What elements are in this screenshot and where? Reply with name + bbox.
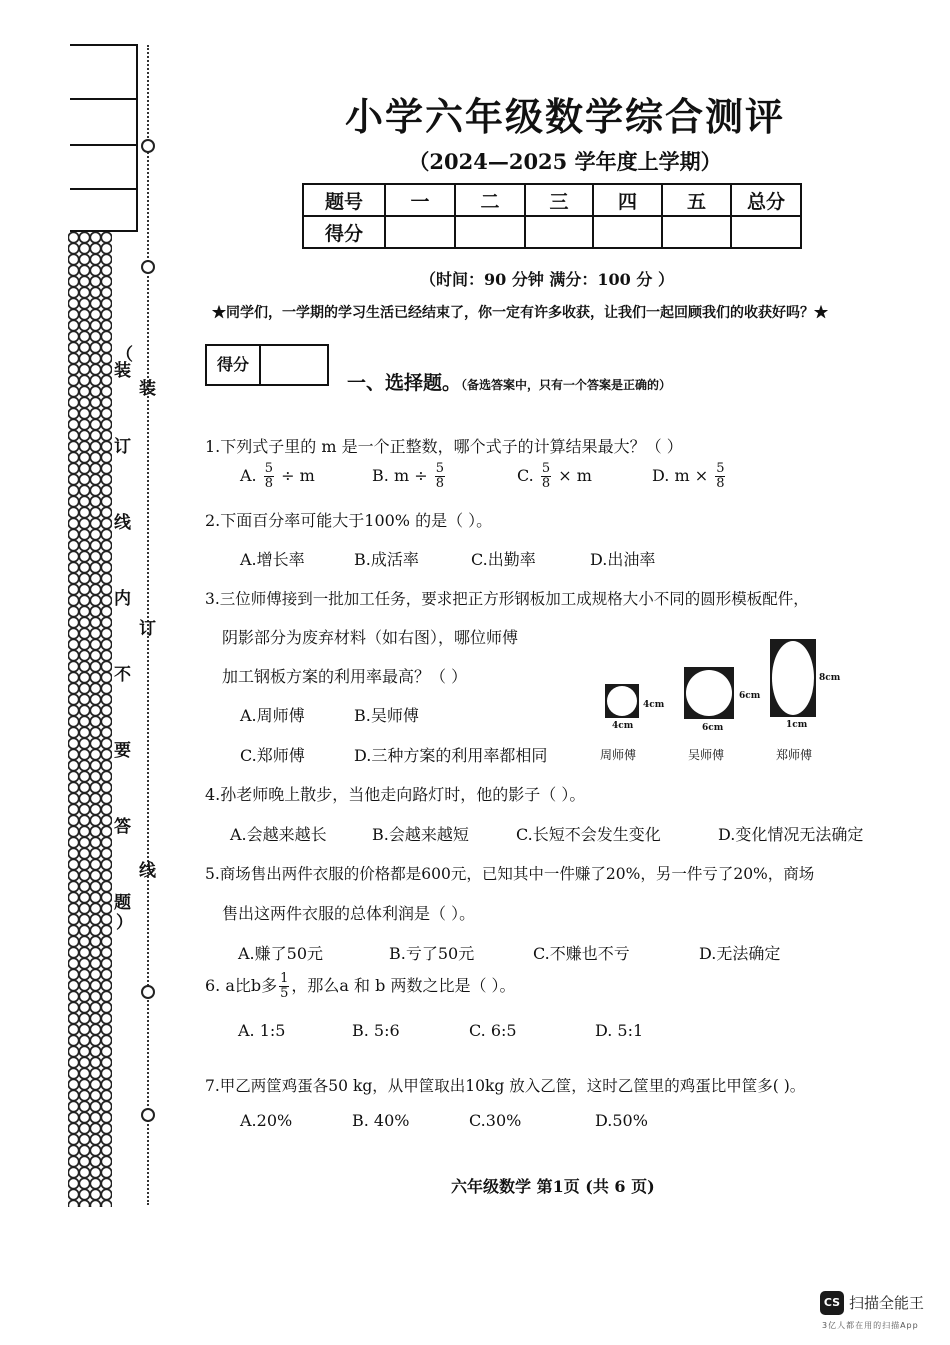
- option-expr: × m: [558, 466, 592, 485]
- question-5-line-1: 5.商场售出两件衣服的价格都是600元，已知其中一件赚了20%，另一件亏了20%，商场: [205, 865, 815, 883]
- score-table-label: 得分: [303, 216, 385, 248]
- q3-zhou-circle: [607, 686, 637, 716]
- q3-dim-label: 4cm: [643, 700, 665, 710]
- time-info: （时间：90 分钟 满分：100 分 ）: [420, 270, 674, 289]
- q7-option-b: B. 40%: [352, 1111, 410, 1130]
- fraction-num: 5: [264, 461, 274, 476]
- question-3-line-2: 阴影部分为废弃材料（如右图），哪位师傅: [222, 628, 519, 647]
- section-score-box: [205, 344, 329, 386]
- binding-circle-pattern: [68, 232, 112, 1207]
- q5-option-c: C.不赚也不亏: [533, 944, 630, 963]
- q6-head: 6. a比b多: [205, 976, 278, 995]
- fraction-num: 5: [716, 461, 725, 476]
- q3-option-a: A.周师傅: [240, 706, 305, 725]
- fraction: [279, 972, 289, 1001]
- binding-char: 答: [114, 817, 131, 837]
- name-box-4: [70, 188, 138, 232]
- camscanner-logo-icon: CS: [820, 1291, 844, 1315]
- score-table-col: 二: [455, 184, 525, 216]
- score-table-header-row: [303, 184, 801, 216]
- name-box-3: [70, 144, 138, 190]
- score-table-col: 三: [525, 184, 593, 216]
- score-table-col: 一: [385, 184, 455, 216]
- fraction-den: 8: [264, 476, 274, 491]
- q3-caption: 郑师傅: [776, 748, 813, 762]
- q3-caption: 吴师傅: [688, 748, 725, 762]
- binding-hole-icon: [141, 139, 155, 153]
- question-5-line-2: 售出这两件衣服的总体利润是（ ）。: [222, 904, 476, 923]
- q1-option-c: [517, 462, 592, 491]
- q4-option-b: B.会越来越短: [372, 825, 469, 844]
- score-table: [302, 183, 802, 249]
- binding-char: （: [116, 345, 133, 365]
- q3-option-d: D.三种方案的利用率都相同: [354, 746, 548, 765]
- question-7: 7.甲乙两筐鸡蛋各50 kg，从甲筐取出10kg 放入乙筐，这时乙筐里的鸡蛋比甲筐多( )。: [205, 1077, 806, 1095]
- score-cell[interactable]: [525, 216, 593, 248]
- q2-option-a: A.增长率: [240, 550, 305, 569]
- q1-option-d: [652, 462, 727, 491]
- binding-char: 线: [114, 513, 131, 533]
- binding-hole-icon: [141, 260, 155, 274]
- question-3-line-3: 加工钢板方案的利用率最高？（ ）: [222, 667, 468, 686]
- fraction: [264, 462, 274, 491]
- section-title: [347, 368, 671, 395]
- score-cell[interactable]: [731, 216, 801, 248]
- q6-option-a: A. 1:5: [238, 1021, 286, 1040]
- q6-tail: ，那么a 和 b 两数之比是（ ）。: [291, 976, 516, 995]
- q3-option-c: C.郑师傅: [240, 746, 305, 765]
- binding-char: 不: [114, 665, 131, 685]
- q3-caption: 周师傅: [600, 748, 637, 762]
- question-2: 2.下面百分率可能大于100% 的是（ ）。: [205, 511, 493, 530]
- q6-option-b: B. 5:6: [352, 1021, 400, 1040]
- fraction: [541, 462, 551, 491]
- q6-option-d: D. 5:1: [595, 1021, 644, 1040]
- score-table-col: 总分: [731, 184, 801, 216]
- q3-dim-label: 4cm: [612, 721, 634, 731]
- q6-option-c: C. 6:5: [469, 1021, 517, 1040]
- binding-char: 内: [114, 589, 131, 609]
- section-score-label: 得分: [207, 346, 261, 384]
- option-label: D.: [652, 466, 670, 485]
- fraction-num: 5: [541, 461, 551, 476]
- option-label: B.: [372, 466, 389, 485]
- q2-option-d: D.出油率: [590, 550, 656, 569]
- q3-dim-label: 6cm: [739, 691, 761, 701]
- option-expr: m ÷: [393, 466, 428, 485]
- q5-option-a: A.赚了50元: [238, 944, 324, 963]
- question-4: 4.孙老师晚上散步，当他走向路灯时，他的影子（ ）。: [205, 785, 586, 804]
- fraction: [715, 462, 725, 491]
- q3-wu-circle: [686, 670, 732, 716]
- binding-char: 装: [114, 361, 131, 381]
- q5-option-d: D.无法确定: [699, 944, 781, 963]
- score-table-score-row: [303, 216, 801, 248]
- notice-text: ★同学们，一学期的学习生活已经结束了，你一定有许多收获，让我们一起回顾我们的收获好吗？★: [212, 305, 828, 321]
- binding-char: 题: [114, 893, 131, 913]
- fraction-den: 8: [435, 476, 444, 491]
- fraction-den: 5: [280, 986, 289, 1001]
- option-label: C.: [517, 466, 534, 485]
- name-box-2: [70, 96, 138, 146]
- q2-option-c: C.出勤率: [471, 550, 536, 569]
- question-6: [205, 972, 516, 1001]
- q3-dim-label: 1cm: [786, 720, 808, 730]
- fraction: [435, 462, 445, 491]
- fraction-den: 8: [541, 476, 551, 491]
- q2-option-b: B.成活率: [354, 550, 419, 569]
- question-3-line-1: 3.三位师傅接到一批加工任务，要求把正方形钢板加工成规格大小不同的圆形模板配件，: [205, 590, 809, 608]
- name-box-1: [70, 44, 138, 100]
- score-table-col: 四: [593, 184, 662, 216]
- fraction-den: 8: [716, 476, 725, 491]
- binding-inner-char: 订: [139, 619, 156, 639]
- option-expr: ÷ m: [281, 466, 315, 485]
- q7-option-a: A.20%: [240, 1111, 293, 1130]
- binding-inner-char: 装: [139, 379, 156, 399]
- camscanner-name: 扫描全能王: [849, 1294, 925, 1312]
- binding-char: 要: [114, 741, 131, 761]
- q3-dim-label: 8cm: [819, 673, 841, 683]
- option-label: A.: [240, 466, 257, 485]
- binding-char: ）: [116, 913, 133, 933]
- score-table-col: 五: [662, 184, 731, 216]
- exam-title: 小学六年级数学综合测评: [344, 94, 785, 139]
- q3-option-b: B.吴师傅: [354, 706, 419, 725]
- score-cell[interactable]: [662, 216, 731, 248]
- section-title-text: 一、选择题。: [347, 372, 462, 394]
- exam-subtitle: （2024—2025 学年度上学期）: [408, 149, 722, 174]
- q3-zheng-ellipse: [772, 641, 814, 715]
- q3-figure: [598, 636, 858, 771]
- fraction-num: 1: [280, 971, 289, 986]
- binding-hole-icon: [141, 1108, 155, 1122]
- q1-option-a: [240, 462, 315, 491]
- score-cell[interactable]: [593, 216, 662, 248]
- q5-option-b: B.亏了50元: [389, 944, 475, 963]
- score-table-label: 题号: [303, 184, 385, 216]
- q7-option-c: C.30%: [469, 1111, 522, 1130]
- q4-option-a: A.会越来越长: [230, 825, 327, 844]
- binding-hole-icon: [141, 985, 155, 999]
- question-1: 1.下列式子里的 m 是一个正整数，哪个式子的计算结果最大？（ ）: [205, 437, 683, 456]
- page-footer: 六年级数学 第1页 (共 6 页): [451, 1177, 655, 1196]
- option-expr: m ×: [674, 466, 709, 485]
- q4-option-c: C.长短不会发生变化: [516, 825, 661, 844]
- q7-option-d: D.50%: [595, 1111, 648, 1130]
- binding-inner-char: 线: [139, 861, 156, 881]
- score-cell[interactable]: [455, 216, 525, 248]
- q3-dim-label: 6cm: [702, 723, 724, 733]
- fraction-num: 5: [435, 461, 444, 476]
- q4-option-d: D.变化情况无法确定: [718, 825, 864, 844]
- q1-option-b: [372, 462, 447, 491]
- binding-char: 订: [114, 437, 131, 457]
- section-note: （备选答案中，只有一个答案是正确的）: [461, 378, 672, 392]
- score-cell[interactable]: [385, 216, 455, 248]
- camscanner-tagline: 3亿人都在用的扫描App: [822, 1321, 919, 1330]
